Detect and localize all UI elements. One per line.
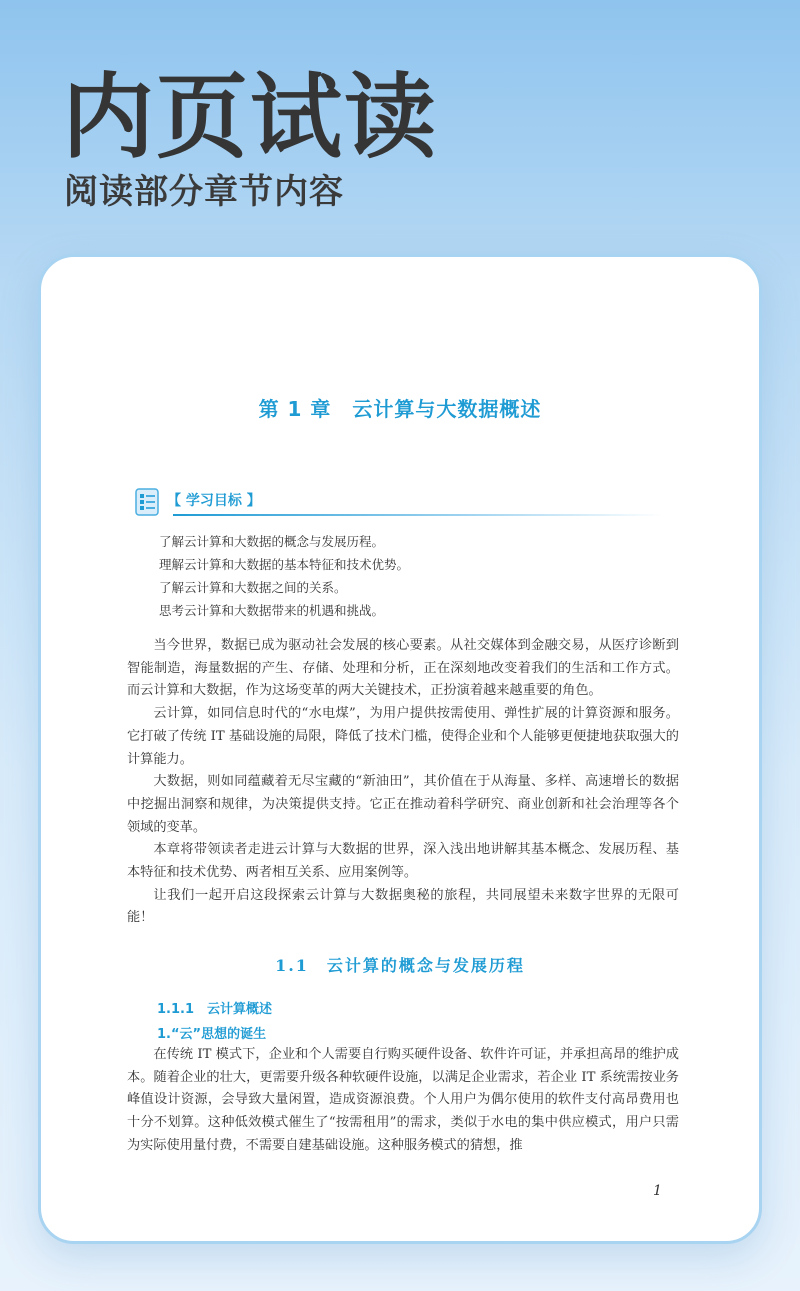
- subsection-title: 1.1.1 云计算概述: [157, 1002, 273, 1017]
- learning-goal-item: 了解云计算和大数据之间的关系。: [159, 580, 347, 595]
- intro-paragraph: 当今世界，数据已成为驱动社会发展的核心要素。从社交媒体到金融交易，从医疗诊断到智能制造，海量数据的产生、存储、处理和分析，正在深刻地改变着我们的生活和工作方式。而云计算和大数据，作为这场变革的两大关键技术，正扮演着越来越重要的角色。: [127, 638, 679, 699]
- learning-goal-item: 理解云计算和大数据的基本特征和技术优势。: [159, 557, 410, 572]
- page-number: 1: [653, 1183, 662, 1199]
- section-paragraph: 在传统 IT 模式下，企业和个人需要自行购买硬件设备、软件许可证，并承担高昂的维护成本。随着企业的壮大，更需要升级各种软硬件设施，以满足企业需求，若企业 IT 系统需按业务峰值设计资源，会导致大量闲置，造成资源浪费。个人用户为偶尔使用的软件支付高昂费用也十分不划算。这种低效模式催生了“按需租用”的需求，类似于水电的集中供应模式，用户只需为实际使用量付费，不需要自建基础设施。这种服务模式的猜想，推: [127, 1047, 679, 1153]
- intro-paragraph: 大数据，则如同蕴藏着无尽宝藏的“新油田”，其价值在于从海量、多样、高速增长的数据中挖掘出洞察和规律，为决策提供支持。它正在推动着科学研究、商业创新和社会治理等各个领域的变革。: [127, 774, 679, 835]
- learning-goals-list: [159, 530, 409, 622]
- learning-goal-item: 了解云计算和大数据的概念与发展历程。: [159, 534, 385, 549]
- sub-subsection-title: 1.“云”思想的诞生: [157, 1027, 267, 1042]
- learning-goals-rule: [173, 514, 663, 516]
- intro-paragraph: 云计算，如同信息时代的“水电煤”，为用户提供按需使用、弹性扩展的计算资源和服务。它打破了传统 IT 基础设施的局限，降低了技术门槛，使得企业和个人能够更便捷地获取强大的计算能力。: [127, 706, 679, 767]
- intro-paragraph: 本章将带领读者走进云计算与大数据的世界，深入浅出地讲解其基本概念、发展历程、基本特征和技术优势、两者相互关系、应用案例等。: [127, 842, 679, 881]
- checklist-icon: [133, 487, 163, 521]
- book-page-card: [38, 254, 762, 1244]
- hero-title: 内页试读: [62, 64, 439, 171]
- intro-text: [127, 635, 679, 930]
- hero-subtitle: 阅读部分章节内容: [64, 172, 344, 212]
- chapter-title: 第 1 章 云计算与大数据概述: [258, 397, 542, 421]
- learning-goals-label: 【 学习目标 】: [167, 493, 261, 509]
- section-text: [127, 1044, 679, 1158]
- learning-goal-item: 思考云计算和大数据带来的机遇和挑战。: [159, 603, 385, 618]
- learning-goals-header: [133, 487, 663, 517]
- section-title: 1.1 云计算的概念与发展历程: [275, 956, 525, 975]
- intro-paragraph: 让我们一起开启这段探索云计算与大数据奥秘的旅程，共同展望未来数字世界的无限可能！: [127, 887, 679, 926]
